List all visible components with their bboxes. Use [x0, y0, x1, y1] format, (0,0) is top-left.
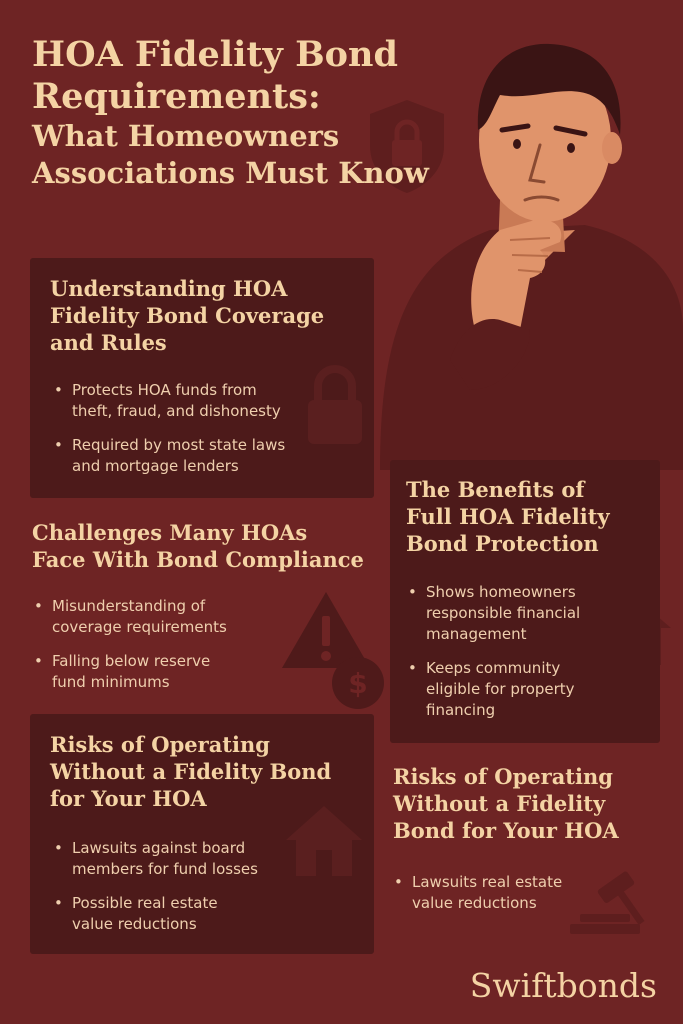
house-icon	[282, 800, 366, 880]
brand-logo-text: Swiftbonds	[469, 966, 657, 1005]
section-heading-risks-right: Risks of Operating Without a Fidelity Bond for Your HOA	[393, 764, 619, 843]
title-line-2: Requirements:	[32, 76, 321, 117]
title-line-4: Associations Must Know	[32, 156, 429, 190]
gavel-icon	[560, 868, 660, 940]
list-item: • Lawsuits real estate value reductions	[392, 872, 562, 914]
list-item: • Possible real estate value reductions	[52, 893, 258, 935]
page-title	[32, 34, 512, 192]
list-item: • Protects HOA funds from theft, fraud, and dishonesty	[52, 380, 285, 422]
dollar-coin-icon	[330, 655, 386, 711]
section-heading-understanding: Understanding HOA Fidelity Bond Coverage and Rules	[50, 276, 325, 355]
bullet-list-understanding	[52, 380, 285, 490]
section-heading-benefits: The Benefits of Full HOA Fidelity Bond Protection	[406, 477, 610, 556]
section-heading-risks-left: Risks of Operating Without a Fidelity Bond for Your HOA	[50, 732, 332, 811]
svg-text:$: $	[348, 667, 368, 700]
list-item: • Keeps community eligible for property financing	[406, 658, 580, 721]
bullet-list-risks-right	[392, 872, 562, 927]
list-item: • Required by most state laws and mortgage lenders	[52, 435, 285, 477]
bullet-list-risks-left	[52, 838, 258, 948]
bullet-list-challenges	[32, 596, 227, 706]
list-item: • Falling below reserve fund minimums	[32, 651, 227, 693]
bullet-list-benefits	[406, 582, 580, 734]
list-item: • Misunderstanding of coverage requirements	[32, 596, 227, 638]
title-line-3: What Homeowners	[32, 119, 340, 153]
list-item: • Lawsuits against board members for fund losses	[52, 838, 258, 880]
list-item: • Shows homeowners responsible financial management	[406, 582, 580, 645]
section-heading-challenges: Challenges Many HOAs Face With Bond Compliance	[32, 520, 364, 572]
title-line-1: HOA Fidelity Bond	[32, 34, 398, 75]
padlock-icon	[300, 360, 370, 450]
